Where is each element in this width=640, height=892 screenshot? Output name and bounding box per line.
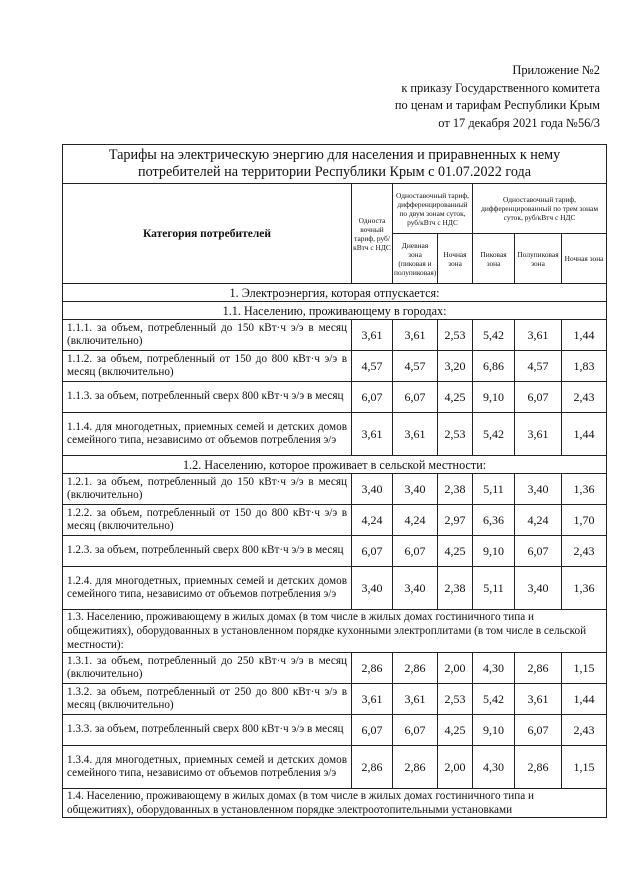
two-zone-night-value: 2,00 [438, 653, 473, 684]
three-zone-half-peak-header: Полупиковая зона [515, 234, 562, 284]
two-zone-header: Одноставочный тариф, дифференцированный по двум зонам суток, руб/кВтч с НДС [393, 184, 473, 234]
three-zone-night-value: 1,36 [562, 474, 607, 505]
three-zone-night-value: 1,36 [562, 567, 607, 610]
section-1-3-heading: 1.3. Населению, проживающему в жилых домах (в том числе в жилых домах гостиничного типа и общежитиях), оборудованных в установленном порядке кухонными электроплитами (в том числе в сельской местности): [63, 610, 607, 653]
row-label: 1.2.2. за объем, потребленный от 150 до 800 кВт·ч э/э в месяц (включительно) [63, 505, 352, 536]
table-row [63, 382, 607, 413]
three-zone-night-value: 1,44 [562, 413, 607, 456]
three-zone-peak-value: 6,36 [473, 505, 515, 536]
three-zone-peak-value: 4,30 [473, 746, 515, 789]
row-label: 1.3.3. за объем, потребленный сверх 800 кВт·ч э/э в месяц [63, 715, 352, 746]
three-zone-night-value: 1,15 [562, 653, 607, 684]
three-zone-half-peak-value: 3,61 [515, 320, 562, 351]
three-zone-half-peak-value: 3,40 [515, 567, 562, 610]
table-row [63, 715, 607, 746]
section-1-2-heading: 1.2. Населению, которое проживает в сельской местности: [63, 456, 607, 474]
two-zone-day-value: 4,24 [393, 505, 438, 536]
three-zone-half-peak-value: 3,40 [515, 474, 562, 505]
three-zone-half-peak-value: 6,07 [515, 536, 562, 567]
three-zone-half-peak-value: 3,61 [515, 684, 562, 715]
table-row [63, 746, 607, 789]
single-rate-value: 6,07 [352, 382, 393, 413]
three-zone-peak-value: 5,11 [473, 474, 515, 505]
two-zone-day-value: 3,61 [393, 413, 438, 456]
order-date: от 17 декабря 2021 года №56/3 [438, 115, 600, 130]
three-zone-half-peak-value: 4,57 [515, 351, 562, 382]
three-zone-half-peak-value: 6,07 [515, 382, 562, 413]
row-label: 1.2.4. для многодетных, приемных семей и детских домов семейного типа, независимо от объемов потребления э/э [63, 567, 352, 610]
two-zone-day-value: 6,07 [393, 382, 438, 413]
single-rate-value: 2,86 [352, 653, 393, 684]
three-zone-half-peak-value: 2,86 [515, 746, 562, 789]
order-reference: к приказу Государственного комитета [401, 80, 600, 95]
category-header: Категория потребителей [63, 184, 352, 284]
single-rate-value: 4,24 [352, 505, 393, 536]
three-zone-night-value: 1,44 [562, 320, 607, 351]
table-row [63, 413, 607, 456]
two-zone-day-value: 3,40 [393, 567, 438, 610]
single-rate-value: 3,61 [352, 413, 393, 456]
two-zone-night-value: 2,53 [438, 413, 473, 456]
table-row [63, 536, 607, 567]
two-zone-night-value: 4,25 [438, 382, 473, 413]
two-zone-night-value: 2,53 [438, 320, 473, 351]
section-1-heading: 1. Электроэнергия, которая отпускается: [63, 284, 607, 302]
three-zone-half-peak-value: 6,07 [515, 715, 562, 746]
three-zone-night-value: 1,83 [562, 351, 607, 382]
three-zone-peak-value: 6,86 [473, 351, 515, 382]
table-row [63, 351, 607, 382]
three-zone-night-value: 1,70 [562, 505, 607, 536]
two-zone-day-value: 2,86 [393, 653, 438, 684]
three-zone-half-peak-value: 4,24 [515, 505, 562, 536]
three-zone-night-value: 2,43 [562, 715, 607, 746]
single-rate-value: 6,07 [352, 536, 393, 567]
table-row [63, 567, 607, 610]
three-zone-half-peak-value: 3,61 [515, 413, 562, 456]
two-zone-day-value: 4,57 [393, 351, 438, 382]
row-label: 1.3.1. за объем, потребленный до 250 кВт·ч э/э в месяц (включительно) [63, 653, 352, 684]
single-rate-value: 3,61 [352, 684, 393, 715]
table-row [63, 684, 607, 715]
two-zone-night-value: 2,97 [438, 505, 473, 536]
two-zone-night-value: 3,20 [438, 351, 473, 382]
three-zone-night-value: 1,44 [562, 684, 607, 715]
single-rate-value: 6,07 [352, 715, 393, 746]
three-zone-peak-value: 4,30 [473, 653, 515, 684]
two-zone-day-value: 3,40 [393, 474, 438, 505]
two-zone-day-value: 6,07 [393, 715, 438, 746]
two-zone-day-value: 2,86 [393, 746, 438, 789]
three-zone-header: Одноставочный тариф, дифференцированный по трем зонам суток, руб/кВтч с НДС [473, 184, 607, 234]
three-zone-peak-value: 5,42 [473, 320, 515, 351]
single-rate-value: 3,40 [352, 474, 393, 505]
three-zone-half-peak-value: 2,86 [515, 653, 562, 684]
row-label: 1.1.2. за объем, потребленный от 150 до 800 кВт·ч э/э в месяц (включительно) [63, 351, 352, 382]
row-label: 1.2.3. за объем, потребленный сверх 800 кВт·ч э/э в месяц [63, 536, 352, 567]
three-zone-night-header: Ночная зона [562, 234, 607, 284]
document-header [395, 62, 600, 132]
two-zone-day-header: Дневная зона (пиковая и полупиковая) [393, 234, 438, 284]
three-zone-night-value: 2,43 [562, 382, 607, 413]
three-zone-peak-value: 9,10 [473, 536, 515, 567]
two-zone-day-value: 3,61 [393, 320, 438, 351]
three-zone-peak-value: 9,10 [473, 715, 515, 746]
row-label: 1.3.2. за объем, потребленный от 250 до 800 кВт·ч э/э в месяц (включительно) [63, 684, 352, 715]
two-zone-night-value: 2,38 [438, 567, 473, 610]
three-zone-peak-value: 5,42 [473, 413, 515, 456]
row-label: 1.3.4. для многодетных, приемных семей и детских домов семейного типа, независимо от объемов потребления э/э [63, 746, 352, 789]
single-rate-value: 4,57 [352, 351, 393, 382]
row-label: 1.1.3. за объем, потребленный сверх 800 кВт·ч э/э в месяц [63, 382, 352, 413]
three-zone-peak-value: 9,10 [473, 382, 515, 413]
single-rate-value: 3,40 [352, 567, 393, 610]
table-row [63, 505, 607, 536]
table-row [63, 653, 607, 684]
two-zone-night-value: 2,38 [438, 474, 473, 505]
tariff-table [62, 144, 607, 818]
single-rate-value: 3,61 [352, 320, 393, 351]
row-label: 1.2.1. за объем, потребленный до 150 кВт·ч э/э в месяц (включительно) [63, 474, 352, 505]
row-label: 1.1.1. за объем, потребленный до 150 кВт·ч э/э в месяц (включительно) [63, 320, 352, 351]
single-rate-header: Односта вочный тариф, руб/кВтч с НДС [352, 184, 393, 284]
table-row [63, 320, 607, 351]
three-zone-night-value: 1,15 [562, 746, 607, 789]
three-zone-peak-value: 5,11 [473, 567, 515, 610]
two-zone-day-value: 3,61 [393, 684, 438, 715]
table-title: Тарифы на электрическую энергию для населения и приравненных к нему потребителей на территории Республики Крым с 01.07.2022 года [63, 145, 607, 184]
two-zone-night-value: 2,53 [438, 684, 473, 715]
section-1-1-heading: 1.1. Населению, проживающему в городах: [63, 302, 607, 320]
two-zone-night-header: Ночная зона [438, 234, 473, 284]
appendix-number: Приложение №2 [512, 63, 600, 77]
single-rate-value: 2,86 [352, 746, 393, 789]
two-zone-night-value: 2,00 [438, 746, 473, 789]
section-1-4-heading: 1.4. Населению, проживающему в жилых домах (в том числе в жилых домах гостиничного типа и общежитиях), оборудованных в установленном порядке электроотопительными установками [63, 789, 607, 818]
two-zone-day-value: 6,07 [393, 536, 438, 567]
table-row [63, 474, 607, 505]
two-zone-night-value: 4,25 [438, 536, 473, 567]
row-label: 1.1.4. для многодетных, приемных семей и детских домов семейного типа, независимо от объемов потребления э/э [63, 413, 352, 456]
three-zone-peak-value: 5,42 [473, 684, 515, 715]
two-zone-night-value: 4,25 [438, 715, 473, 746]
three-zone-night-value: 2,43 [562, 536, 607, 567]
three-zone-peak-header: Пиковая зона [473, 234, 515, 284]
committee-name: по ценам и тарифам Республики Крым [394, 98, 600, 112]
